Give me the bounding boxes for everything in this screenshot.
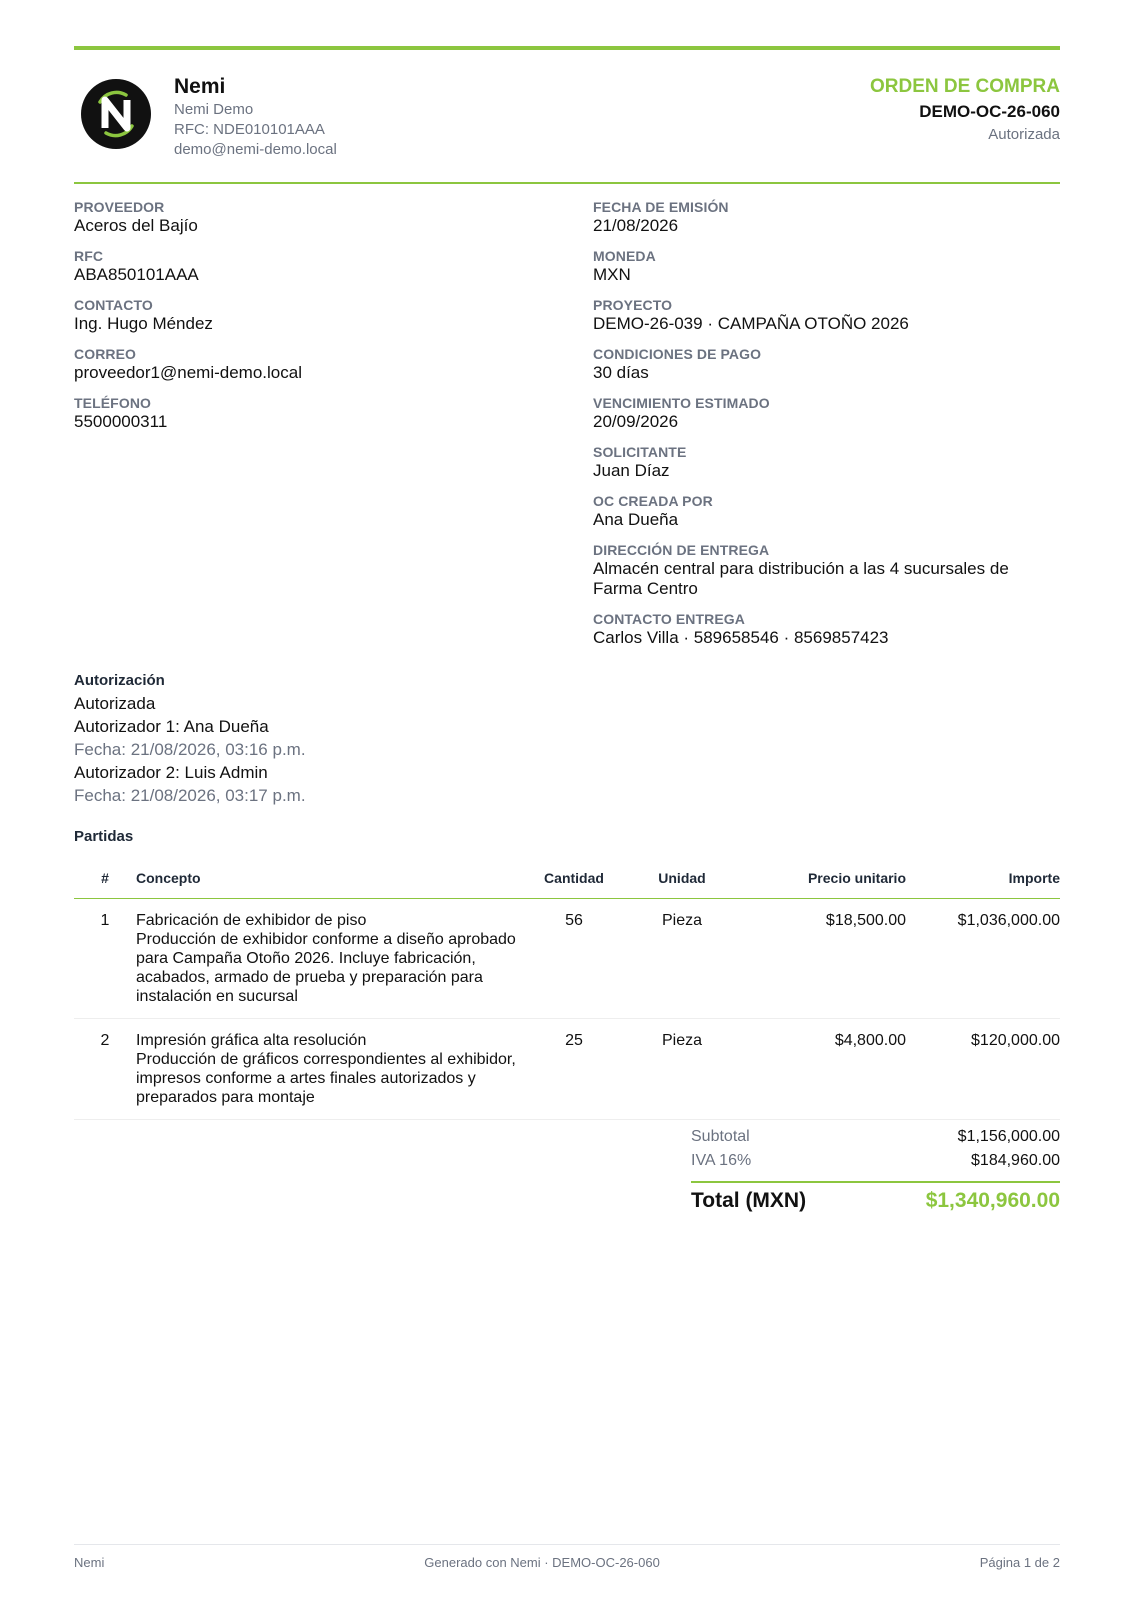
row-unit: Pieza — [620, 899, 744, 1019]
field-label: SOLICITANTE — [593, 444, 687, 460]
subtotal-value: $1,156,000.00 — [957, 1128, 1060, 1145]
column-header-num: # — [74, 860, 136, 899]
page-footer — [74, 1544, 1060, 1570]
row-unit: Pieza — [620, 1019, 744, 1120]
order-field — [593, 247, 1060, 285]
totals-block — [691, 1125, 1060, 1213]
column-header-concept: Concepto — [136, 860, 528, 899]
field-value: Carlos Villa · 589658546 · 8569857423 — [593, 628, 889, 647]
field-label: CORREO — [74, 346, 137, 362]
document-page — [74, 46, 1060, 674]
field-label: TELÉFONO — [74, 395, 152, 411]
total-label: Total (MXN) — [691, 1189, 807, 1212]
document-status: Autorizada — [988, 126, 1060, 143]
row-title: Impresión gráfica alta resolución — [136, 1032, 367, 1049]
row-amount: $120,000.00 — [906, 1019, 1060, 1120]
company-rfc: RFC: NDE010101AAA — [174, 121, 325, 138]
tax-label: IVA 16% — [691, 1152, 752, 1169]
subtotal-row — [691, 1125, 1060, 1149]
items-table — [74, 860, 1060, 1120]
subtotal-label: Subtotal — [691, 1128, 750, 1145]
table-row — [74, 1019, 1060, 1120]
company-email: demo@nemi-demo.local — [174, 141, 337, 158]
order-column — [593, 198, 1060, 659]
order-field — [593, 443, 1060, 481]
field-value: DEMO-26-039 · CAMPAÑA OTOÑO 2026 — [593, 314, 909, 333]
authorization-section — [74, 670, 306, 807]
order-field — [593, 541, 1060, 599]
authorizer-date: Fecha: 21/08/2026, 03:16 p.m. — [74, 740, 306, 759]
authorization-status: Autorizada — [74, 694, 156, 713]
supplier-field — [74, 198, 554, 236]
field-value: Juan Díaz — [593, 461, 670, 480]
field-value: Ana Dueña — [593, 510, 679, 529]
tax-value: $184,960.00 — [971, 1152, 1060, 1169]
tax-row — [691, 1149, 1060, 1173]
document-header — [74, 50, 1060, 182]
supplier-column — [74, 198, 554, 443]
field-label: VENCIMIENTO ESTIMADO — [593, 395, 770, 411]
row-num: 1 — [74, 899, 136, 1019]
row-num: 2 — [74, 1019, 136, 1120]
column-header-qty: Cantidad — [528, 860, 620, 899]
column-header-price: Precio unitario — [744, 860, 906, 899]
field-value: MXN — [593, 265, 631, 284]
order-field — [593, 492, 1060, 530]
column-header-amount: Importe — [906, 860, 1060, 899]
supplier-field — [74, 345, 554, 383]
order-field — [593, 394, 1060, 432]
row-title: Fabricación de exhibidor de piso — [136, 912, 367, 929]
row-amount: $1,036,000.00 — [906, 899, 1060, 1019]
row-concept — [136, 1019, 528, 1120]
row-price: $4,800.00 — [744, 1019, 906, 1120]
totals-divider — [691, 1181, 1060, 1183]
supplier-field — [74, 394, 554, 432]
field-label: CONTACTO ENTREGA — [593, 611, 745, 627]
authorizer-date: Fecha: 21/08/2026, 03:17 p.m. — [74, 786, 306, 805]
field-value: proveedor1@nemi-demo.local — [74, 363, 302, 382]
row-description: Producción de exhibidor conforme a diseño aprobado para Campaña Otoño 2026. Incluye fabricación, acabados, armado de prueba y preparación para instalación en sucursal — [136, 931, 516, 1005]
field-value: 21/08/2026 — [593, 216, 679, 235]
field-label: PROYECTO — [593, 297, 673, 313]
total-value: $1,340,960.00 — [925, 1189, 1060, 1212]
field-label: DIRECCIÓN DE ENTREGA — [593, 542, 770, 558]
row-concept — [136, 899, 528, 1019]
authorizer-name: Autorizador 2: Luis Admin — [74, 763, 268, 782]
total-row — [691, 1189, 1060, 1213]
field-label: RFC — [74, 248, 104, 264]
info-section — [74, 184, 1060, 674]
document-meta — [870, 74, 1060, 146]
authorization-title: Autorización — [74, 672, 165, 689]
footer-center: Generado con Nemi · DEMO-OC-26-060 — [424, 1555, 660, 1570]
field-label: FECHA DE EMISIÓN — [593, 199, 729, 215]
field-value: Ing. Hugo Méndez — [74, 314, 213, 333]
company-legal-name: Nemi Demo — [174, 101, 254, 118]
field-label: PROVEEDOR — [74, 199, 165, 215]
field-label: CONTACTO — [74, 297, 153, 313]
document-number: DEMO-OC-26-060 — [919, 102, 1060, 121]
field-value: ABA850101AAA — [74, 265, 199, 284]
table-row — [74, 899, 1060, 1019]
footer-left: Nemi — [74, 1555, 105, 1570]
field-value: Almacén central para distribución a las 4 sucursales de Farma Centro — [593, 559, 1009, 598]
order-field — [593, 198, 1060, 236]
row-qty: 56 — [528, 899, 620, 1019]
field-label: CONDICIONES DE PAGO — [593, 346, 762, 362]
field-label: MONEDA — [593, 248, 656, 264]
order-field — [593, 610, 1060, 648]
column-header-unit: Unidad — [620, 860, 744, 899]
field-value: 5500000311 — [74, 412, 168, 431]
items-section-title: Partidas — [74, 828, 134, 845]
nemi-logo-icon — [80, 78, 152, 150]
row-price: $18,500.00 — [744, 899, 906, 1019]
supplier-field — [74, 296, 554, 334]
table-header-row — [74, 860, 1060, 899]
authorizer-name: Autorizador 1: Ana Dueña — [74, 717, 269, 736]
document-type: ORDEN DE COMPRA — [869, 76, 1060, 97]
field-value: Aceros del Bajío — [74, 216, 198, 235]
order-field — [593, 345, 1060, 383]
footer-page-number: Página 1 de 2 — [979, 1555, 1060, 1570]
row-qty: 25 — [528, 1019, 620, 1120]
company-block — [174, 74, 337, 160]
row-description: Producción de gráficos correspondientes al exhibidor, impresos conforme a artes finales autorizados y preparados para montaje — [136, 1051, 516, 1106]
field-value: 30 días — [593, 363, 649, 382]
field-value: 20/09/2026 — [593, 412, 679, 431]
field-label: OC CREADA POR — [593, 493, 713, 509]
order-field — [593, 296, 1060, 334]
company-name: Nemi — [174, 75, 226, 98]
supplier-field — [74, 247, 554, 285]
